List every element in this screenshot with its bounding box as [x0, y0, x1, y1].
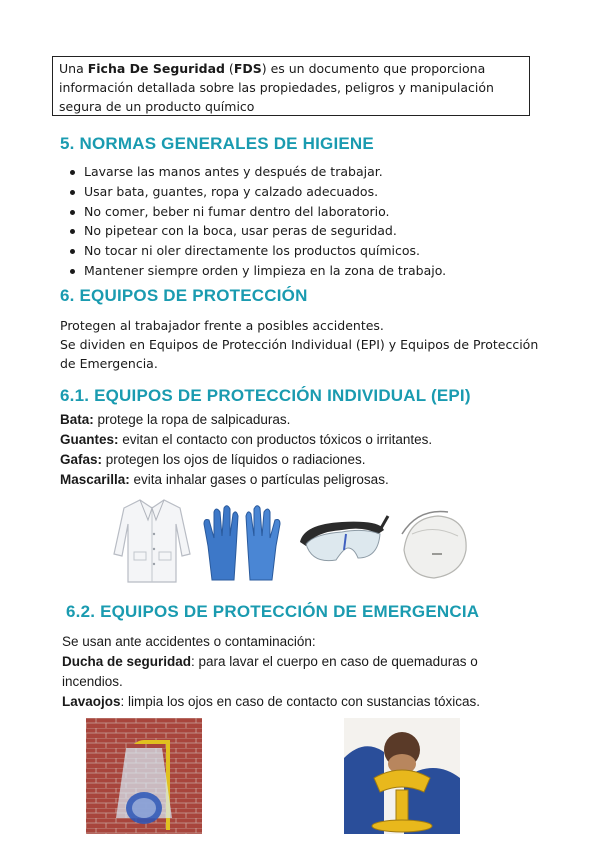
intro-term: Ficha De Seguridad: [87, 61, 225, 76]
epi-item-guantes: Guantes: evitan el contacto con productos tóxicos o irritantes.: [60, 432, 433, 447]
gloves-image: [198, 494, 286, 586]
list-item: Usar bata, guantes, ropa y calzado adecuados.: [70, 182, 446, 202]
intro-rest: ) es un documento que proporciona información detallada sobre las propiedades, peligros y manipulación segura de un producto químico: [59, 61, 494, 114]
section-6-line-2: Se dividen en Equipos de Protección Individual (EPI) y Equipos de Protección de Emergencia.: [60, 337, 539, 371]
safety-goggles-image: [294, 494, 390, 586]
section-6-title: 6. EQUIPOS DE PROTECCIÓN: [60, 286, 308, 305]
section-6-2-title: 6.2. EQUIPOS DE PROTECCIÓN DE EMERGENCIA: [66, 602, 480, 621]
epi-list: [60, 410, 432, 490]
lab-coat-image: [110, 494, 194, 586]
emergency-item-lavaojos: Lavaojos: limpia los ojos en caso de contacto con sustancias tóxicas.: [62, 694, 480, 709]
section-6-1-title: 6.1. EQUIPOS DE PROTECCIÓN INDIVIDUAL (EPI): [60, 386, 471, 405]
dust-mask-image: [398, 494, 472, 586]
section-6-line-1: Protegen al trabajador frente a posibles accidentes.: [60, 318, 384, 333]
intro-pre: Una: [59, 61, 88, 76]
hygiene-rules-list: [70, 162, 446, 281]
epi-item-bata: Bata: protege la ropa de salpicaduras.: [60, 412, 291, 427]
emergency-list: [62, 632, 542, 712]
epi-item-mascarilla: Mascarilla: evita inhalar gases o partículas peligrosas.: [60, 472, 389, 487]
list-item: Lavarse las manos antes y después de trabajar.: [70, 162, 446, 182]
list-item: No comer, beber ni fumar dentro del laboratorio.: [70, 202, 446, 222]
intro-mid: (: [224, 61, 234, 76]
list-item: No pipetear con la boca, usar peras de seguridad.: [70, 221, 446, 241]
list-item: Mantener siempre orden y limpieza en la zona de trabajo.: [70, 261, 446, 281]
section-6-text: [60, 316, 550, 373]
emergency-item-ducha: Ducha de seguridad: para lavar el cuerpo en caso de quemaduras o incendios.: [62, 654, 478, 689]
section-5-title: 5. NORMAS GENERALES DE HIGIENE: [60, 134, 374, 153]
intro-abbr: FDS: [233, 61, 262, 76]
eyewash-image: [344, 718, 460, 834]
list-item: No tocar ni oler directamente los productos químicos.: [70, 241, 446, 261]
safety-shower-image: [86, 718, 202, 834]
epi-item-gafas: Gafas: protegen los ojos de líquidos o radiaciones.: [60, 452, 366, 467]
emergency-intro: Se usan ante accidentes o contaminación:: [62, 634, 316, 649]
fds-definition-box: [52, 56, 530, 116]
